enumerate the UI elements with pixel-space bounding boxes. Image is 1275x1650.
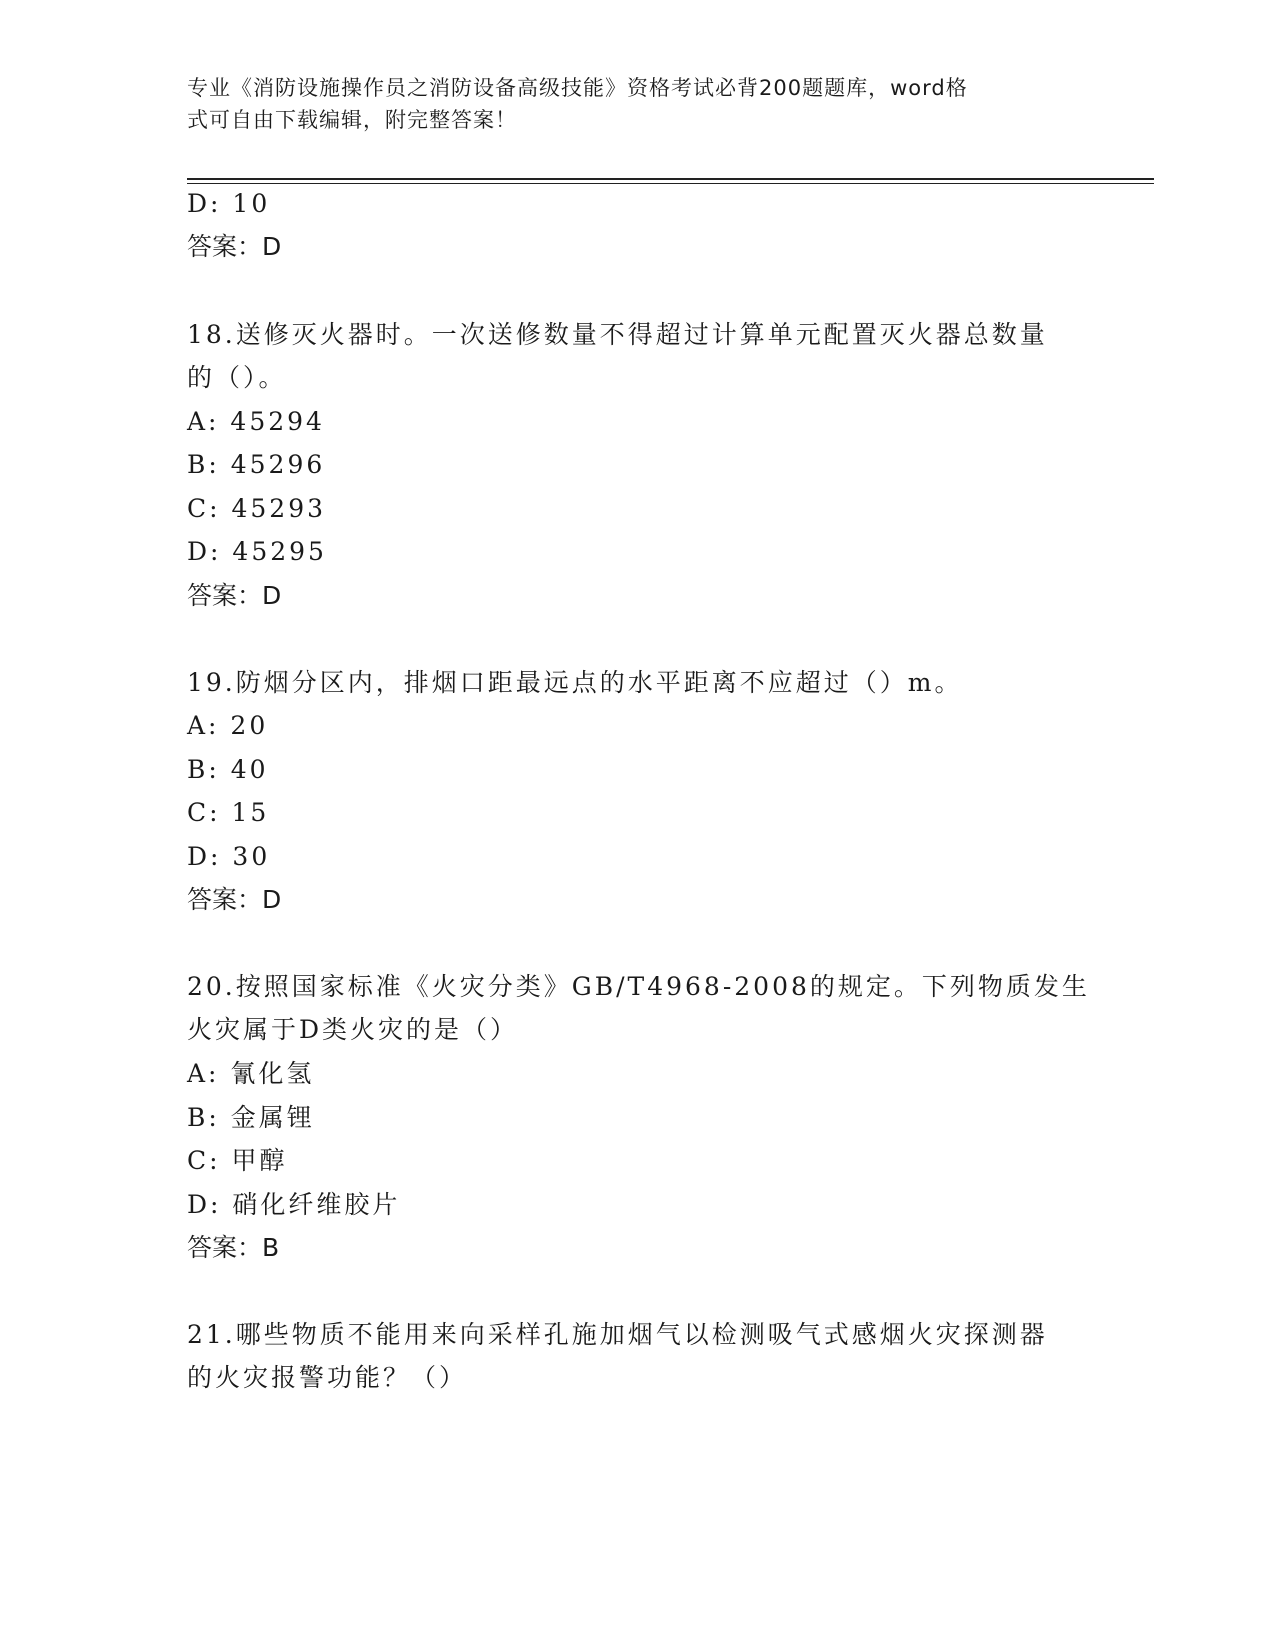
question-20-text-cont: 火灾属于D类火灾的是（） [187, 1015, 519, 1044]
question-20-option-d: D: 硝化纤维胶片 [187, 1190, 401, 1219]
option-d: D: 10 [187, 189, 271, 218]
question-20-answer: 答案：B [187, 1233, 280, 1262]
question-21-text-cont: 的火灾报警功能？（） [187, 1363, 468, 1392]
question-18-option-d: D: 45295 [187, 537, 327, 566]
question-19-option-c: C: 15 [187, 798, 270, 827]
header-line-1: 专业《消防设施操作员之消防设备高级技能》资格考试必背200题题库，word格 [187, 76, 968, 100]
question-19-option-d: D: 30 [187, 842, 271, 871]
question-19-option-b: B: 40 [187, 755, 269, 784]
question-18-option-b: B: 45296 [187, 450, 326, 479]
question-18-option-a: A: 45294 [187, 407, 325, 436]
question-18-text: 18.送修灭火器时。一次送修数量不得超过计算单元配置灭火器总数量 [187, 320, 1048, 349]
document-header [187, 72, 1067, 136]
question-18-text-cont: 的（）。 [187, 363, 287, 392]
question-20-option-b: B: 金属锂 [187, 1103, 315, 1132]
question-21-text: 21.哪些物质不能用来向采样孔施加烟气以检测吸气式感烟火灾探测器 [187, 1320, 1048, 1349]
header-divider-thin [187, 183, 1154, 184]
question-18-answer: 答案：D [187, 581, 282, 610]
question-20-text: 20.按照国家标准《火灾分类》GB/T4968-2008的规定。下列物质发生 [187, 972, 1090, 1001]
header-divider [187, 178, 1154, 180]
question-19-answer: 答案：D [187, 885, 282, 914]
header-line-2: 式可自由下载编辑，附完整答案！ [187, 108, 517, 132]
question-19-option-a: A: 20 [187, 711, 269, 740]
answer: 答案：D [187, 232, 282, 261]
question-18-option-c: C: 45293 [187, 494, 327, 523]
question-19-text: 19.防烟分区内，排烟口距最远点的水平距离不应超过（）m。 [187, 668, 963, 697]
question-20-option-c: C: 甲醇 [187, 1146, 288, 1175]
question-20-option-a: A: 氰化氢 [187, 1059, 315, 1088]
